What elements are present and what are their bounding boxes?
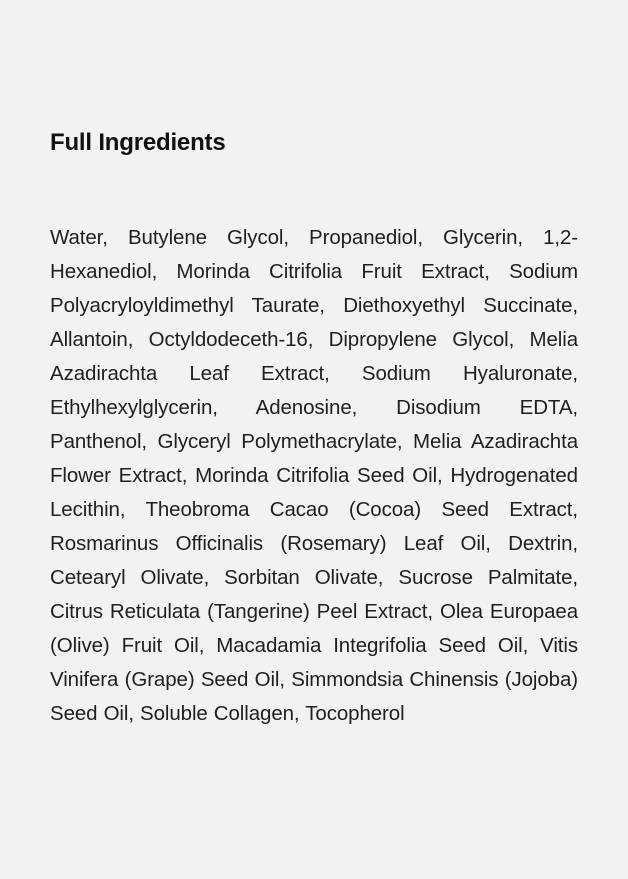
- ingredients-body-text: Water, Butylene Glycol, Propanediol, Glycerin, 1,2-Hexanediol, Morinda Citrifolia Fruit Extract, Sodium Polyacryloyldimethyl Taurate, Diethoxyethyl Succinate, Allantoin, Octyldodeceth-16, Dipropylene Glycol, Melia Azadirachta Leaf Extract, Sodium Hyaluronate, Ethylhexylglycerin, Adenosine, Disodium EDTA, Panthenol, Glyceryl Polymethacrylate, Melia Azadirachta Flower Extract, Morinda Citrifolia Seed Oil, Hydrogenated Lecithin, Theobroma Cacao (Cocoa) Seed Extract, Rosmarinus Officinalis (Rosemary) Leaf Oil, Dextrin, Cetearyl Olivate, Sorbitan Olivate, Sucrose Palmitate, Citrus Reticulata (Tangerine) Peel Extract, Olea Europaea (Olive) Fruit Oil, Macadamia Integrifolia Seed Oil, Vitis Vinifera (Grape) Seed Oil, Simmondsia Chinensis (Jojoba) Seed Oil, Soluble Collagen, Tocopherol: [50, 225, 578, 725]
- page-title: Full Ingredients: [50, 129, 226, 156]
